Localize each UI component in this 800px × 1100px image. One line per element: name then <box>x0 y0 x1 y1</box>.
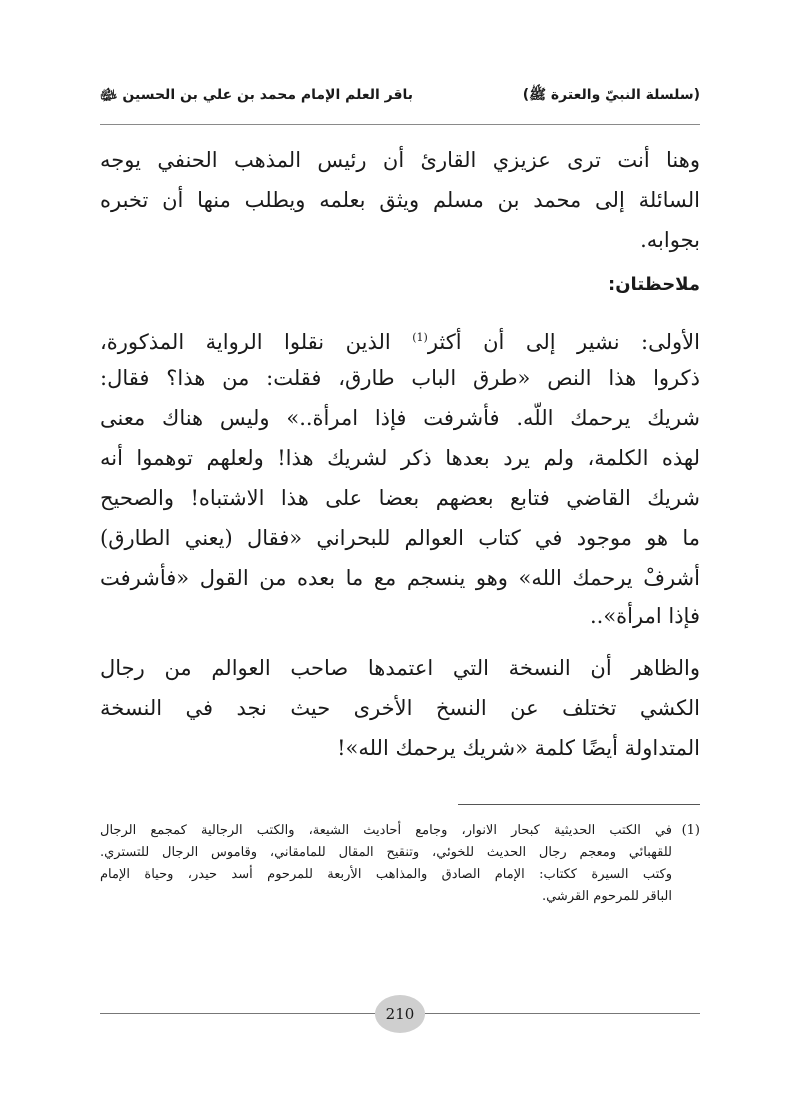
footnote-line: الباقر للمرحوم القرشي. <box>541 889 672 904</box>
footnote-rule <box>458 804 700 805</box>
body-line: ما هو موجود في كتاب العوالم للبحراني «فقال (يعني الطارق) <box>100 526 700 550</box>
footnote-line: للقهبائي ومعجم رجال الحديث للخوئي، وتنقيح المقال للمامقاني، وقاموس الرجال للتستري. <box>100 845 672 860</box>
footnote-number: (1) <box>681 823 700 838</box>
book-title: باقر العلم الإمام محمد بن علي بن الحسين ﵉ <box>100 87 414 103</box>
body-line: فإذا امرأة».. <box>589 604 700 628</box>
body-line: بجوابه. <box>640 228 700 252</box>
text: الذين نقلوا الرواية المذكورة، <box>100 330 413 354</box>
series-title: (سلسلة النبيّ والعترة ﷺ) <box>522 87 700 103</box>
body-line: ذكروا هذا النص «طرق الباب طارق، فقلت: من هذا؟ فقال: <box>100 366 700 390</box>
body-line: والظاهر أن النسخة التي اعتمدها صاحب العوالم من رجال <box>100 656 700 680</box>
body-line: أشرفْ يرحمك الله» وهو ينسجم مع ما بعده من القول «فأشرفت <box>100 566 700 590</box>
body-line: وهنا أنت ترى عزيزي القارئ أن رئيس المذهب الحنفي يوجه <box>100 148 700 172</box>
page-number-rule-left <box>100 1013 375 1014</box>
body-line: شريك يرحمك اللّه. فأشرفت فإذا امرأة..» وليس هناك معنى <box>100 406 700 430</box>
body-line: السائلة إلى محمد بن مسلم ويثق بعلمه ويطلب منها أن تخبره <box>100 188 700 212</box>
body-line <box>100 323 700 357</box>
body-line: شريك القاضي فتابع بعضهم بعضا على هذا الاشتباه! والصحيح <box>100 486 700 510</box>
footnote-ref[interactable]: (1) <box>412 331 428 344</box>
text: الأولى: نشير إلى أن أكثر <box>427 330 700 354</box>
footnote-line <box>100 820 700 842</box>
body-line: الكشي تختلف عن النسخ الأخرى حيث نجد في النسخة <box>100 696 700 720</box>
page-number-rule-right <box>425 1013 700 1014</box>
text: في الكتب الحديثية كبحار الانوار، وجامع أحاديث الشيعة، والكتب الرجالية كمجمع الرجال <box>100 823 672 838</box>
footnote-line: وكتب السيرة ككتاب: الإمام الصادق والمذاهب الأربعة للمرحوم أسد حيدر، وحياة الإمام <box>100 867 672 882</box>
page-number: 210 <box>375 995 425 1033</box>
section-heading: ملاحظتان: <box>608 274 700 295</box>
running-header <box>100 86 700 110</box>
body-line: لهذه الكلمة، ولم يرد بعدها ذكر لشريك هذا! ولعلهم توهموا أنه <box>100 446 700 470</box>
header-rule <box>100 124 700 125</box>
body-line: المتداولة أيضًا كلمة «شريك يرحمك الله»! <box>337 736 700 760</box>
